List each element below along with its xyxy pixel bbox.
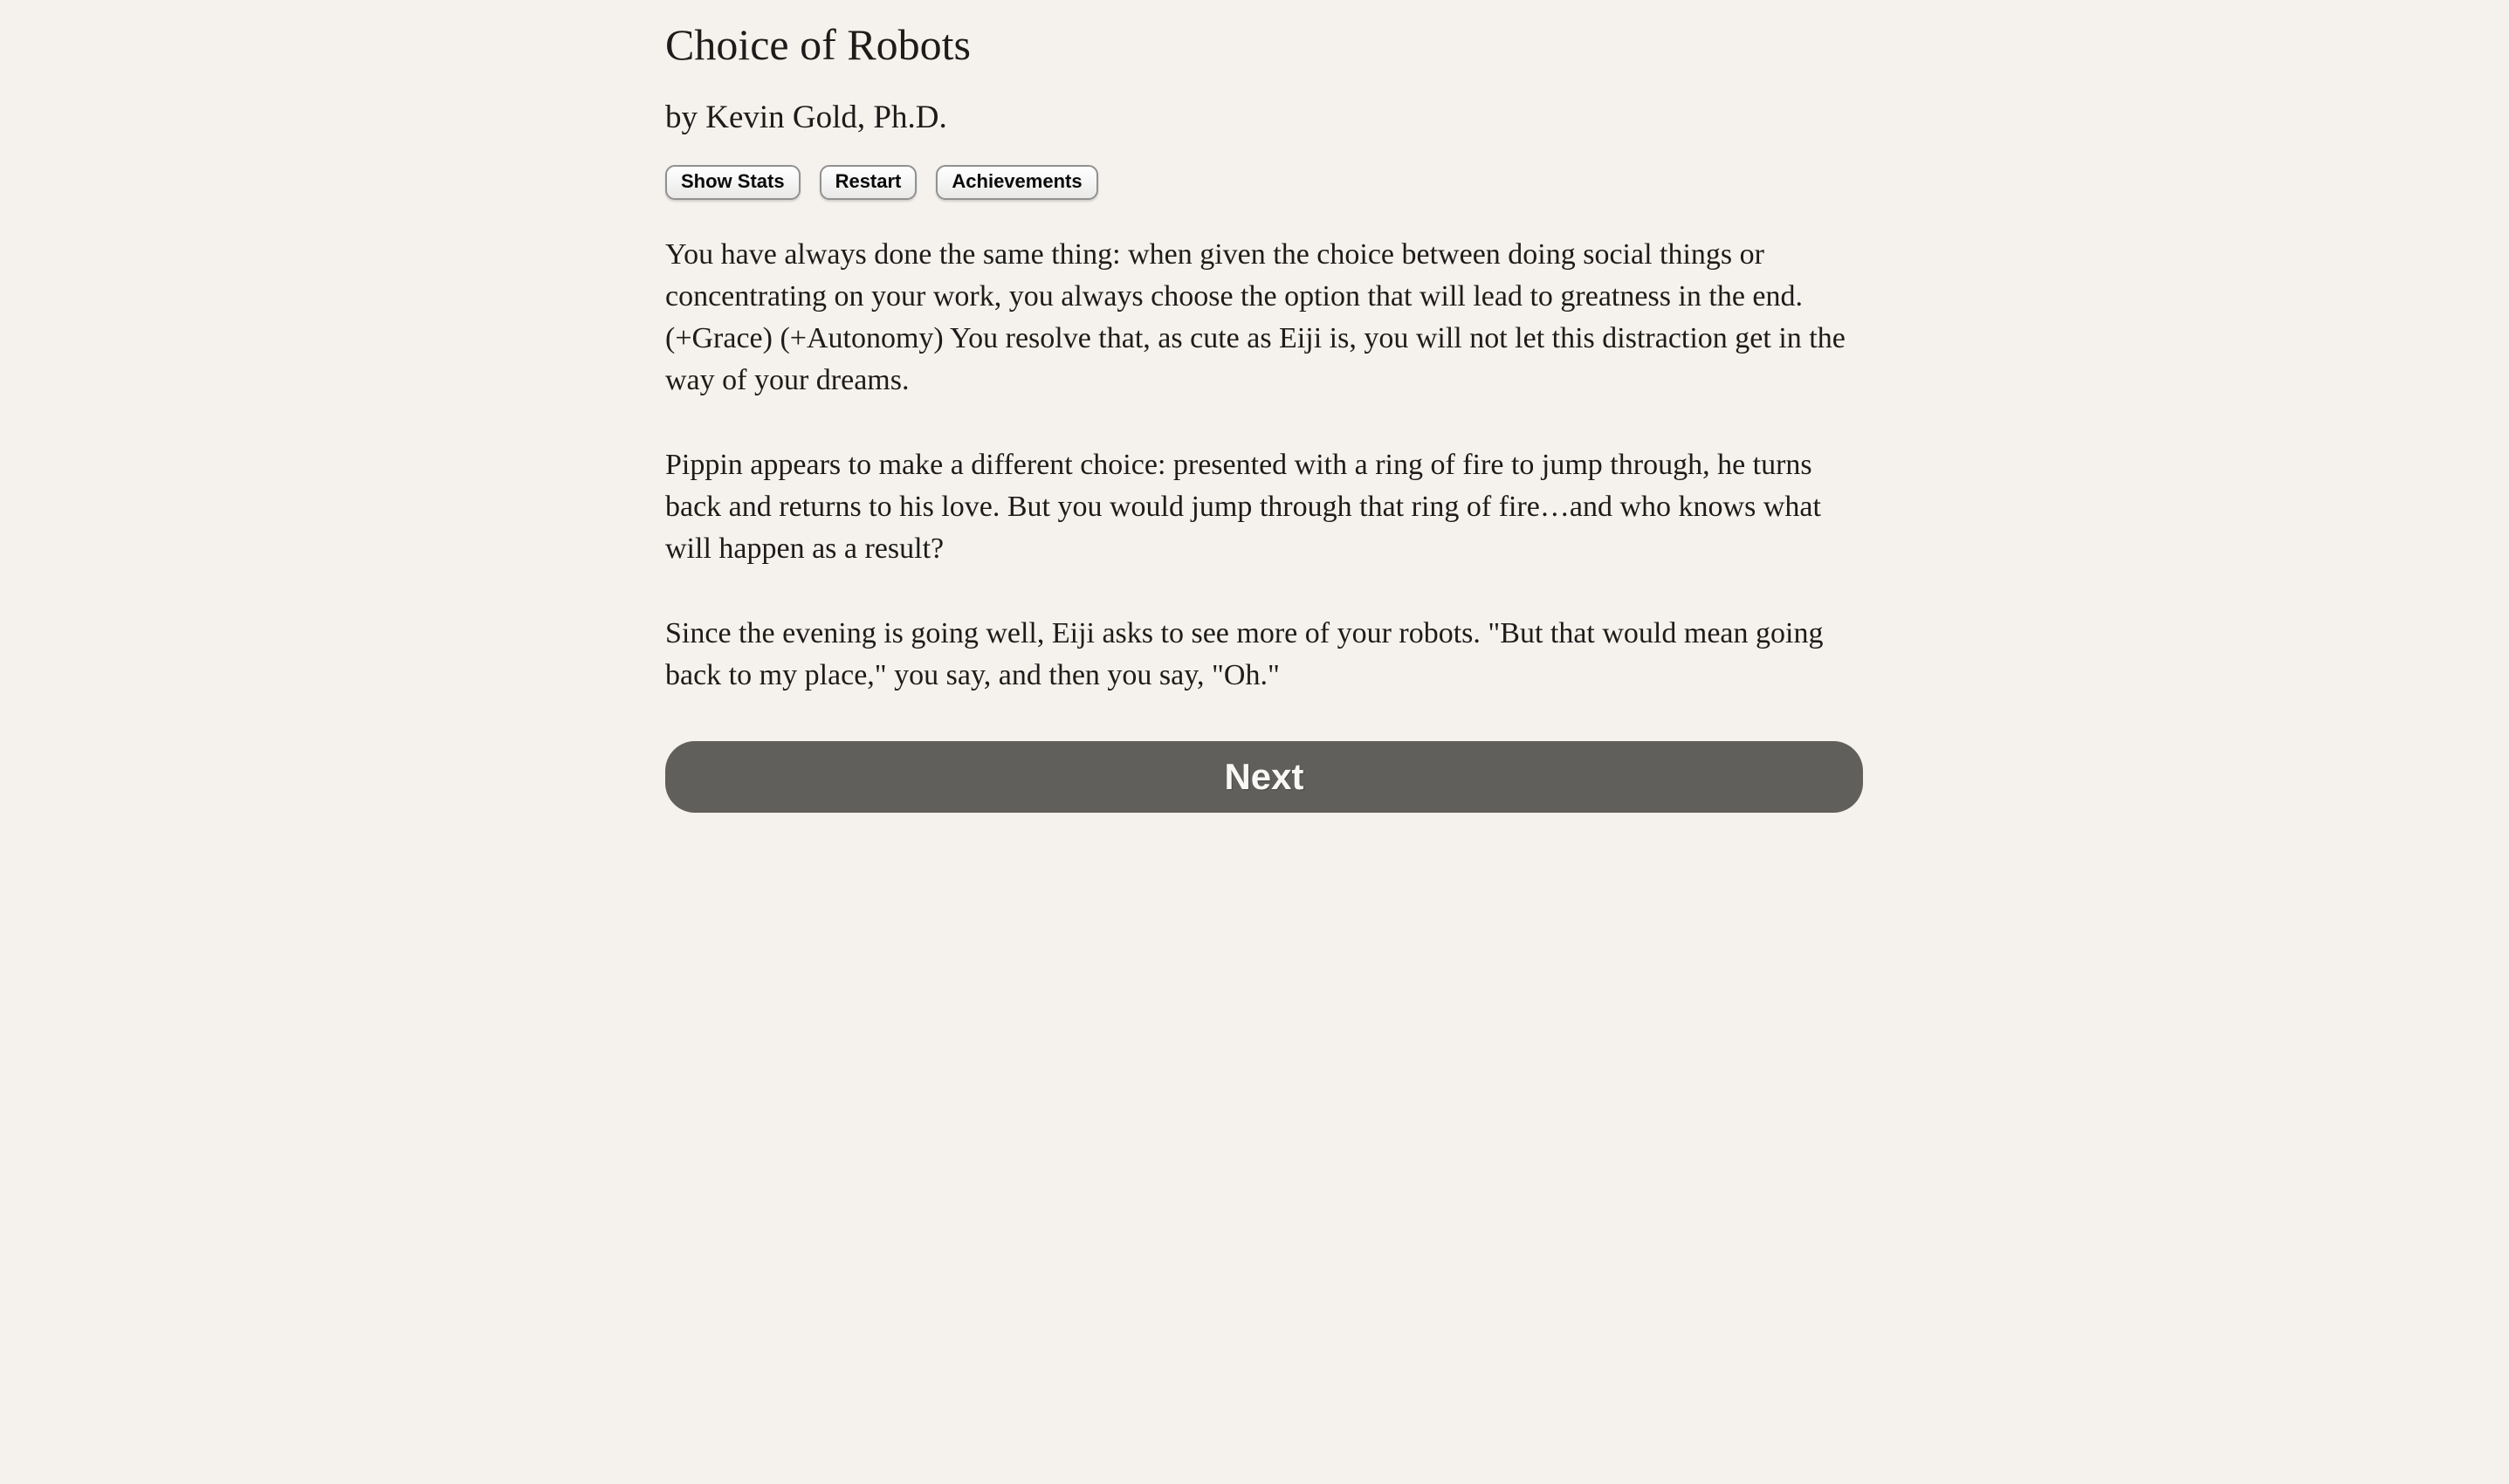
story-paragraph: Since the evening is going well, Eiji asks to see more of your robots. "But that would mean going back to my place," you say, and then you say, "Oh."	[665, 617, 1824, 691]
restart-button[interactable]: Restart	[820, 165, 918, 200]
story-paragraph: You have always done the same thing: when given the choice between doing social things or concentrating on your work, you always choose the option that will lead to greatness in the end. (+Grace) (+Autonomy) You resolve that, as cute as Eiji is, you will not let this distraction get in the way of your dreams.	[665, 238, 1846, 396]
story-page	[665, 0, 1863, 813]
story-paragraph: Pippin appears to make a different choice: presented with a ring of fire to jump through, he turns back and returns to his love. But you would jump through that ring of fire…and who knows what will happen as a result?	[665, 449, 1821, 565]
story-text	[665, 234, 1863, 697]
next-button[interactable]: Next	[665, 741, 1863, 813]
game-title: Choice of Robots	[665, 20, 971, 69]
toolbar	[665, 165, 1863, 200]
show-stats-button[interactable]: Show Stats	[665, 165, 801, 200]
achievements-button[interactable]: Achievements	[936, 165, 1097, 200]
author-byline: by Kevin Gold, Ph.D.	[665, 100, 947, 135]
